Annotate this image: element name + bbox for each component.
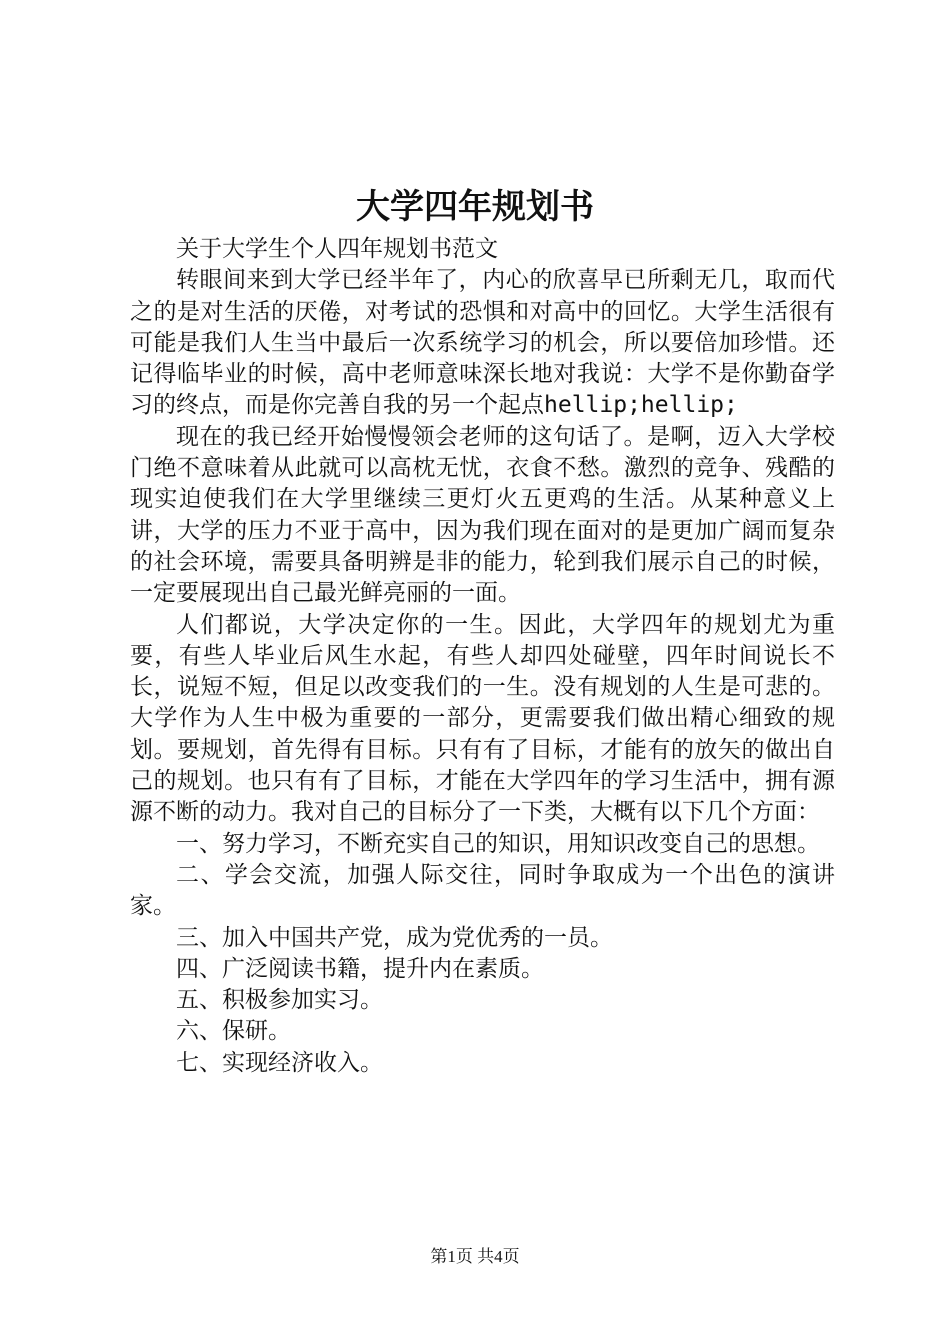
goal-item-3: 三、加入中国共产党，成为党优秀的一员。 <box>176 924 613 951</box>
paragraph-reflection: 现在的我已经开始慢慢领会老师的这句话了。是啊，迈入大学校门绝不意味着从此就可以高枕无忧，衣食不愁。激烈的竞争、残酷的现实迫使我们在大学里继续三更灯火五更鸡的生活。从某种意义上讲，大学的压力不亚于高中，因为我们现在面对的是更加广阔而复杂的社会环境，需要具备明辨是非的能力，轮到我们展示自己的时候，一定要展现出自己最光鲜亮丽的一面。 <box>130 423 835 607</box>
goal-item-1: 一、努力学习，不断充实自己的知识，用知识改变自己的思想。 <box>176 830 820 857</box>
paragraph-intro: 转眼间来到大学已经半年了，内心的欣喜早已所剩无几，取而代之的是对生活的厌倦，对考试的恐惧和对高中的回忆。大学生活很有可能是我们人生当中最后一次系统学习的机会，所以要倍加珍惜。还记得临毕业的时候，高中老师意味深长地对我说：大学不是你勤奋学习的终点，而是你完善自我的另一个起点hellip;hellip; <box>130 267 835 419</box>
paragraph-planning: 人们都说，大学决定你的一生。因此，大学四年的规划尤为重要，有些人毕业后风生水起，有些人却四处碰壁，四年时间说长不长，说短不短，但足以改变我们的一生。没有规划的人生是可悲的。大学作为人生中极为重要的一部分，更需要我们做出精心细致的规划。要规划，首先得有目标。只有有了目标，才能有的放矢的做出自己的规划。也只有有了目标，才能在大学四年的学习生活中，拥有源源不断的动力。我对自己的目标分了一下类，大概有以下几个方面： <box>130 611 835 826</box>
document-title: 大学四年规划书 <box>356 187 594 227</box>
goal-item-6: 六、保研。 <box>176 1018 291 1045</box>
paragraph-subtitle: 关于大学生个人四年规划书范文 <box>176 236 498 262</box>
goal-item-7: 七、实现经济收入。 <box>176 1049 383 1076</box>
goal-item-4: 四、广泛阅读书籍，提升内在素质。 <box>176 955 544 982</box>
page-number-footer: 第1页 共4页 <box>430 1247 520 1266</box>
document-body <box>130 234 835 1079</box>
goal-item-2: 二、学会交流，加强人际交往，同时争取成为一个出色的演讲家。 <box>130 861 835 920</box>
goal-item-5: 五、积极参加实习。 <box>176 987 383 1014</box>
